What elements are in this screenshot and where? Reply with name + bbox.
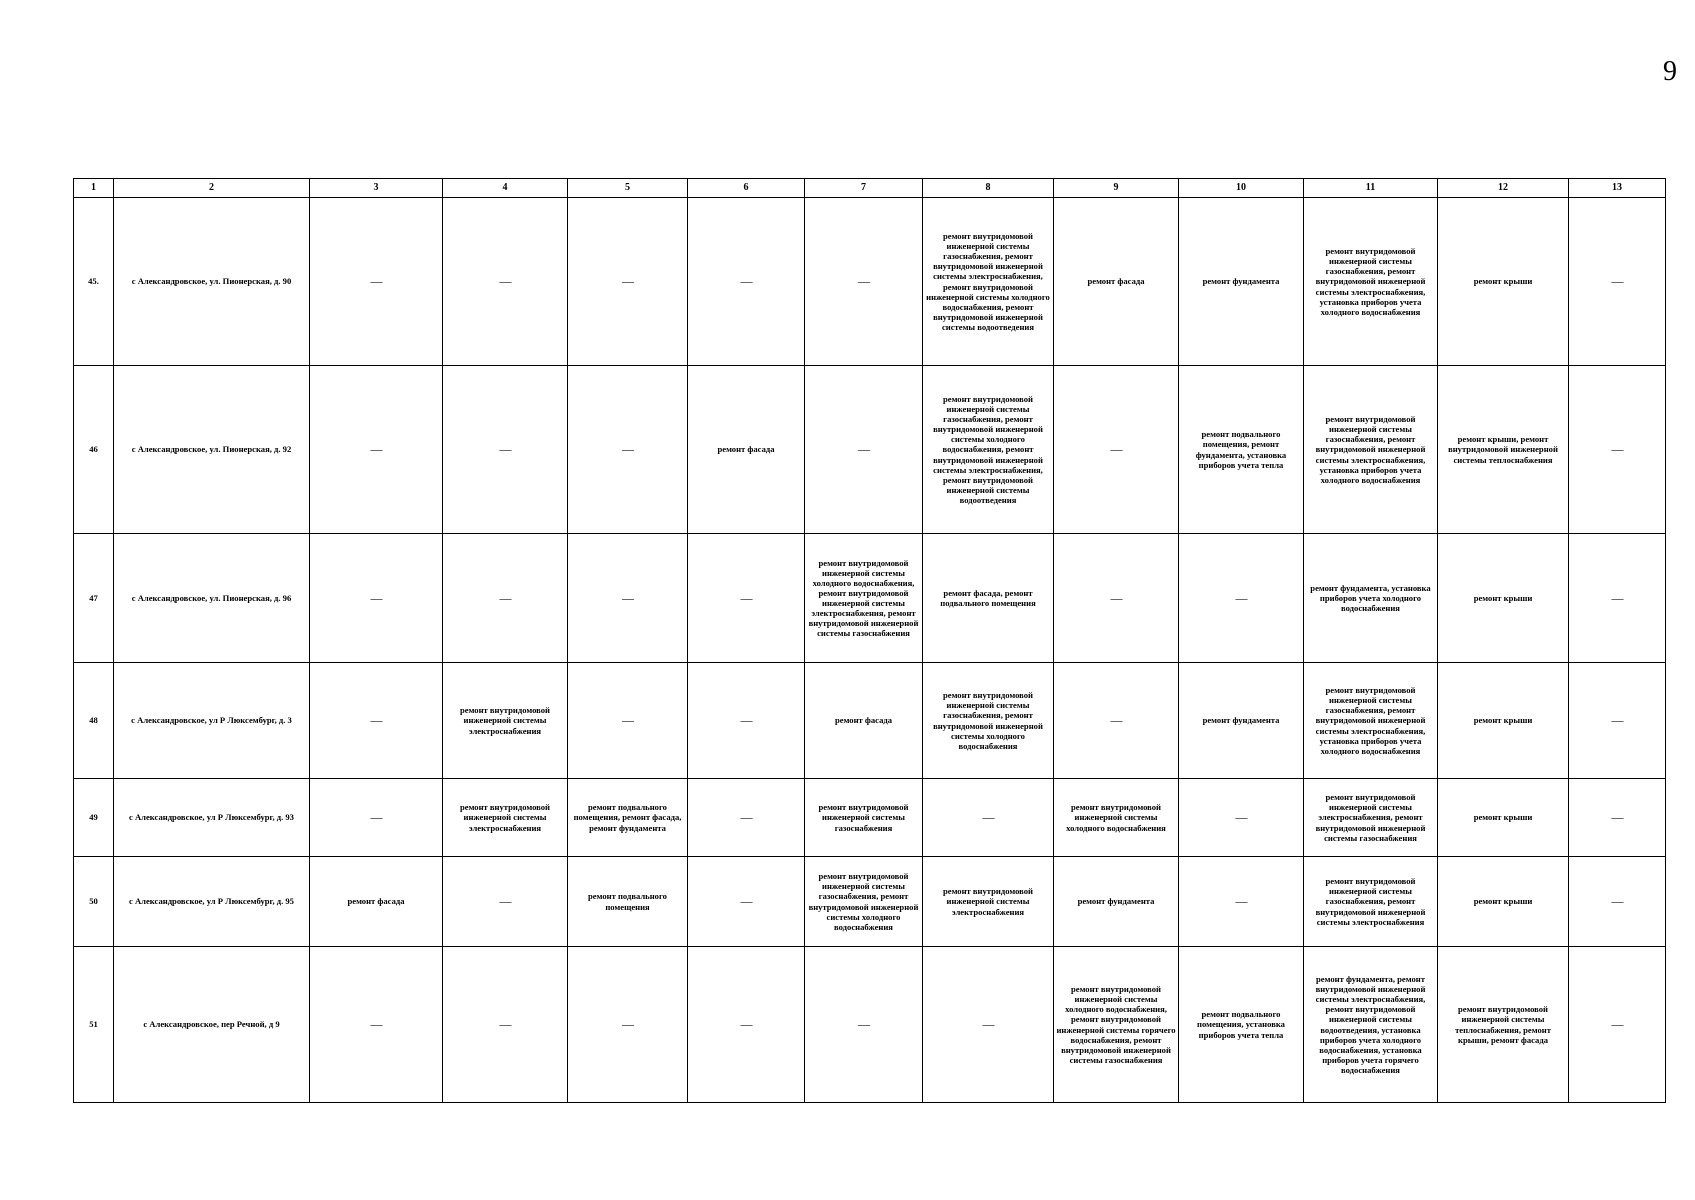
dash-mark: — [1611,590,1623,605]
dash-mark: — [370,442,382,457]
dash-mark: — [499,1017,511,1032]
dash-mark: — [1235,590,1247,605]
table-cell: ремонт крыши [1438,779,1569,857]
row-number: 51 [74,947,114,1103]
address-cell: с Александровское, ул Р Люксембург, д. 3 [114,663,310,779]
dash-mark: — [1611,894,1623,909]
row-number: 49 [74,779,114,857]
table-cell [688,947,805,1103]
table-cell [923,779,1054,857]
table-cell: ремонт внутридомовой инженерной системы газоснабжения, ремонт внутридомовой инженерной системы электроснабжения, установка приборов учета холодного водоснабжения [1304,366,1438,534]
table-cell: ремонт внутридомовой инженерной системы газоснабжения, ремонт внутридомовой инженерной системы холодного водоснабжения, ремонт внутридомовой инженерной системы электроснабжения, ремонт внутридомовой инженерной системы водоотведения [923,366,1054,534]
table-row [74,779,1666,857]
column-header: 12 [1438,179,1569,198]
column-header: 3 [310,179,443,198]
dash-mark: — [858,274,869,289]
table-cell: ремонт фасада [1054,198,1179,366]
dash-mark: — [370,590,382,605]
table-cell: ремонт внутридомовой инженерной системы холодного водоснабжения [1054,779,1179,857]
column-header: 7 [805,179,923,198]
table-cell [1179,534,1304,663]
table-cell [1569,779,1666,857]
table-cell: ремонт фасада [688,366,805,534]
dash-mark: — [1235,810,1247,825]
table-cell [1569,947,1666,1103]
table-cell: ремонт фундамента [1179,663,1304,779]
dash-mark: — [1235,894,1247,909]
table-cell: ремонт фундамента, ремонт внутридомовой инженерной системы электроснабжения, ремонт внутридомовой инженерной системы водоотведения, установка приборов учета холодного водоснабжения, установка приборов учета горячего водоснабжения [1304,947,1438,1103]
table-row [74,534,1666,663]
dash-mark: — [740,1017,752,1032]
column-header: 10 [1179,179,1304,198]
table-cell [310,534,443,663]
dash-mark: — [499,590,511,605]
table-cell: ремонт внутридомовой инженерной системы электроснабжения [923,857,1054,947]
table-cell: ремонт внутридомовой инженерной системы газоснабжения, ремонт внутридомовой инженерной системы холодного водоснабжения [805,857,923,947]
table-cell [1179,857,1304,947]
dash-mark: — [982,1017,994,1032]
column-header: 11 [1304,179,1438,198]
page-number: 9 [1663,56,1677,87]
table-cell [310,947,443,1103]
table-cell [310,663,443,779]
table-cell [1179,779,1304,857]
table-cell: ремонт фундамента [1054,857,1179,947]
dash-mark: — [370,810,382,825]
column-header: 2 [114,179,310,198]
table-cell: ремонт подвального помещения, ремонт фасада, ремонт фундамента [568,779,688,857]
table-cell [443,198,568,366]
table-cell: ремонт подвального помещения, установка приборов учета тепла [1179,947,1304,1103]
table-cell: ремонт крыши [1438,198,1569,366]
table-row [74,366,1666,534]
table-cell [568,534,688,663]
column-header: 6 [688,179,805,198]
column-header: 4 [443,179,568,198]
table-cell [1569,366,1666,534]
table-cell: ремонт внутридомовой инженерной системы холодного водоснабжения, ремонт внутридомовой инженерной системы электроснабжения, ремонт внутридомовой инженерной системы газоснабжения [805,534,923,663]
dash-mark: — [858,1017,869,1032]
table-cell [688,663,805,779]
dash-mark: — [740,894,752,909]
table-cell: ремонт внутридомовой инженерной системы газоснабжения [805,779,923,857]
table-cell [443,857,568,947]
dash-mark: — [1611,810,1623,825]
column-header: 13 [1569,179,1666,198]
table-cell: ремонт крыши, ремонт внутридомовой инженерной системы теплоснабжения [1438,366,1569,534]
table-cell [310,779,443,857]
table-cell: ремонт внутридомовой инженерной системы газоснабжения, ремонт внутридомовой инженерной системы электроснабжения, установка приборов учета холодного водоснабжения [1304,663,1438,779]
table-cell: ремонт внутридомовой инженерной системы электроснабжения [443,663,568,779]
dash-mark: — [740,274,752,289]
dash-mark: — [499,894,511,909]
table-row [74,947,1666,1103]
column-header: 8 [923,179,1054,198]
table-cell [443,947,568,1103]
table-cell: ремонт крыши [1438,857,1569,947]
dash-mark: — [370,713,382,728]
table-cell [1054,663,1179,779]
table-cell [805,366,923,534]
table-cell [805,198,923,366]
table-cell [568,366,688,534]
dash-mark: — [1110,590,1122,605]
dash-mark: — [1110,713,1122,728]
table-cell: ремонт подвального помещения, ремонт фундамента, установка приборов учета тепла [1179,366,1304,534]
dash-mark: — [1611,1017,1623,1032]
table-cell: ремонт крыши [1438,534,1569,663]
table-cell [568,947,688,1103]
dash-mark: — [370,274,382,289]
table-cell [688,198,805,366]
repair-schedule-table [73,178,1666,1103]
table-cell [1569,857,1666,947]
table-cell [1569,198,1666,366]
column-header: 9 [1054,179,1179,198]
row-number: 46 [74,366,114,534]
table-cell [310,366,443,534]
table-cell: ремонт фундамента, установка приборов учета холодного водоснабжения [1304,534,1438,663]
table-cell [688,779,805,857]
row-number: 50 [74,857,114,947]
address-cell: с Александровское, ул. Пионерская, д. 90 [114,198,310,366]
table-cell: ремонт внутридомовой инженерной системы газоснабжения, ремонт внутридомовой инженерной системы электроснабжения [1304,857,1438,947]
row-number: 48 [74,663,114,779]
table-cell: ремонт внутридомовой инженерной системы газоснабжения, ремонт внутридомовой инженерной системы холодного водоснабжения [923,663,1054,779]
dash-mark: — [1611,274,1623,289]
dash-mark: — [370,1017,382,1032]
dash-mark: — [1611,442,1623,457]
table-row [74,198,1666,366]
address-cell: с Александровское, ул. Пионерская, д. 92 [114,366,310,534]
table-cell: ремонт подвального помещения [568,857,688,947]
dash-mark: — [622,1017,633,1032]
table-cell [1569,663,1666,779]
address-cell: с Александровское, ул. Пионерская, д. 96 [114,534,310,663]
table-cell: ремонт внутридомовой инженерной системы холодного водоснабжения, ремонт внутридомовой инженерной системы горячего водоснабжения, ремонт внутридомовой инженерной системы газоснабжения [1054,947,1179,1103]
column-number-row [74,179,1666,198]
dash-mark: — [1611,713,1623,728]
dash-mark: — [740,810,752,825]
table-cell [688,857,805,947]
column-header: 1 [74,179,114,198]
table-cell: ремонт фасада, ремонт подвального помещения [923,534,1054,663]
table-cell: ремонт фундамента [1179,198,1304,366]
address-cell: с Александровское, ул Р Люксембург, д. 93 [114,779,310,857]
row-number: 45. [74,198,114,366]
table-cell [443,366,568,534]
dash-mark: — [982,810,994,825]
dash-mark: — [1110,442,1122,457]
column-header: 5 [568,179,688,198]
table-cell [688,534,805,663]
table-cell: ремонт внутридомовой инженерной системы теплоснабжения, ремонт крыши, ремонт фасада [1438,947,1569,1103]
address-cell: с Александровское, пер Речной, д 9 [114,947,310,1103]
table-cell: ремонт фасада [310,857,443,947]
table-row [74,857,1666,947]
dash-mark: — [499,274,511,289]
dash-mark: — [622,713,633,728]
table-row [74,663,1666,779]
table-cell [568,663,688,779]
table-cell: ремонт крыши [1438,663,1569,779]
dash-mark: — [858,442,869,457]
dash-mark: — [499,442,511,457]
table-cell [923,947,1054,1103]
table-cell [805,947,923,1103]
table-cell: ремонт фасада [805,663,923,779]
dash-mark: — [622,590,633,605]
table-cell [1054,366,1179,534]
table-cell: ремонт внутридомовой инженерной системы электроснабжения, ремонт внутридомовой инженерной системы газоснабжения [1304,779,1438,857]
table-cell [1569,534,1666,663]
row-number: 47 [74,534,114,663]
table-cell [310,198,443,366]
dash-mark: — [622,274,633,289]
table-cell [1054,534,1179,663]
table-cell: ремонт внутридомовой инженерной системы газоснабжения, ремонт внутридомовой инженерной системы электроснабжения, ремонт внутридомовой инженерной системы холодного водоснабжения, ремонт внутридомовой инженерной системы водоотведения [923,198,1054,366]
dash-mark: — [740,590,752,605]
dash-mark: — [622,442,633,457]
address-cell: с Александровское, ул Р Люксембург, д. 95 [114,857,310,947]
table-cell [443,534,568,663]
table-cell [568,198,688,366]
table-cell: ремонт внутридомовой инженерной системы электроснабжения [443,779,568,857]
dash-mark: — [740,713,752,728]
table-cell: ремонт внутридомовой инженерной системы газоснабжения, ремонт внутридомовой инженерной системы электроснабжения, установка приборов учета холодного водоснабжения [1304,198,1438,366]
